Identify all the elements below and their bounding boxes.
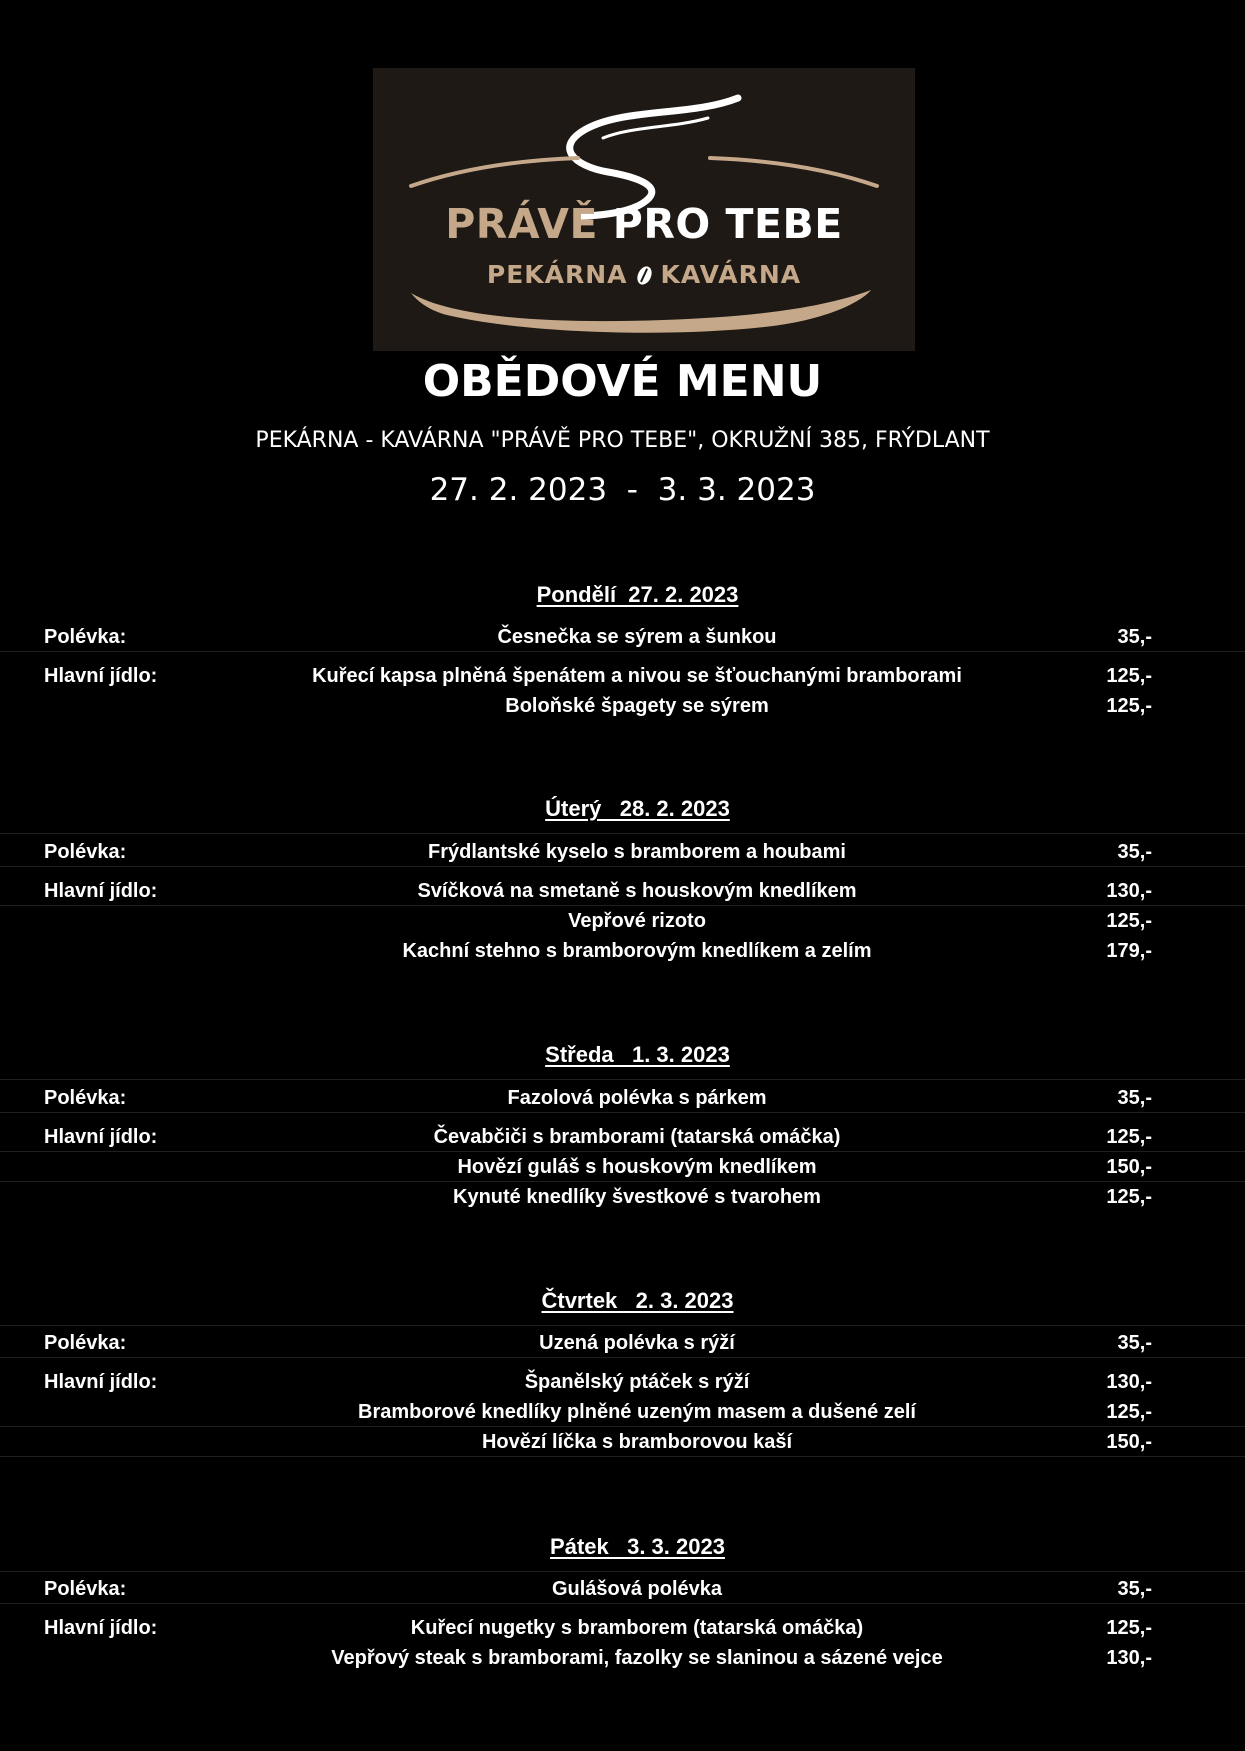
day-heading: Úterý 28. 2. 2023 <box>545 796 730 821</box>
main-dish-price: 125,- <box>1106 695 1152 717</box>
soup-row <box>0 837 1245 867</box>
soup-row <box>0 1083 1245 1113</box>
divider <box>0 1112 1245 1113</box>
main-row <box>0 1122 1245 1152</box>
logo-tagline <box>373 260 915 289</box>
soup-name: Fazolová polévka s párkem <box>507 1087 767 1109</box>
main-dish-price: 130,- <box>1106 1647 1152 1669</box>
coffee-bean-icon <box>634 264 654 287</box>
soup-row <box>0 1328 1245 1358</box>
divider <box>0 866 1245 867</box>
upper-arc-left <box>411 158 578 186</box>
divider <box>0 1079 1245 1080</box>
main-dish-price: 125,- <box>1106 910 1152 932</box>
main-dish-name: Španělský ptáček s rýží <box>524 1371 750 1393</box>
soup-label: Polévka: <box>44 1087 127 1109</box>
main-dish-price: 179,- <box>1106 940 1152 962</box>
main-dish-name: Svíčková na smetaně s houskovým knedlíkem <box>417 880 857 902</box>
soup-name: Česnečka se sýrem a šunkou <box>497 626 777 648</box>
main-dish-price: 150,- <box>1106 1156 1152 1178</box>
main-dish-price: 125,- <box>1106 1126 1152 1148</box>
main-dish-name: Boloňské špagety se sýrem <box>505 695 769 717</box>
divider <box>0 1571 1245 1572</box>
main-row <box>0 1643 1245 1673</box>
main-dish-price: 125,- <box>1106 1617 1152 1639</box>
divider <box>0 1325 1245 1326</box>
main-dish-name: Bramborové knedlíky plněné uzeným masem a dušené zelí <box>358 1401 916 1423</box>
main-row <box>0 1182 1245 1212</box>
main-dish-name: Vepřové rizoto <box>568 910 706 932</box>
main-dish-price: 150,- <box>1106 1431 1152 1453</box>
day-heading: Středa 1. 3. 2023 <box>545 1042 730 1067</box>
logo-tagline-left: PEKÁRNA <box>486 260 628 289</box>
soup-label: Polévka: <box>44 626 127 648</box>
logo-name <box>373 200 915 248</box>
divider <box>0 833 1245 834</box>
soup-label: Polévka: <box>44 1332 127 1354</box>
main-dish-name: Kuřecí nugetky s bramborem (tatarská omáčka) <box>410 1617 864 1639</box>
soup-row <box>0 1574 1245 1604</box>
logo <box>373 68 915 351</box>
main-row <box>0 661 1245 691</box>
soup-row <box>0 622 1245 652</box>
main-dish-price: 130,- <box>1106 1371 1152 1393</box>
main-row <box>0 1427 1245 1457</box>
page-subtitle: PEKÁRNA - KAVÁRNA "PRÁVĚ PRO TEBE", OKRUŽNÍ 385, FRÝDLANT <box>255 428 990 453</box>
main-dish-name: Čevabčiči s bramborami (tatarská omáčka) <box>433 1126 841 1148</box>
divider <box>0 651 1245 652</box>
divider <box>0 1456 1245 1457</box>
day-heading: Čtvrtek 2. 3. 2023 <box>541 1288 734 1313</box>
main-dish-name: Vepřový steak s bramborami, fazolky se slaninou a sázené vejce <box>331 1647 943 1669</box>
main-label: Hlavní jídlo: <box>44 665 158 687</box>
main-dish-name: Hovězí líčka s bramborovou kaší <box>481 1431 793 1453</box>
soup-price: 35,- <box>1117 1332 1152 1354</box>
main-row <box>0 1367 1245 1397</box>
logo-name-part2: PRO TEBE <box>612 200 843 248</box>
divider <box>0 1603 1245 1604</box>
main-dish-price: 125,- <box>1106 1186 1152 1208</box>
main-row <box>0 906 1245 936</box>
upper-arc-right <box>710 158 877 186</box>
soup-price: 35,- <box>1117 1578 1152 1600</box>
soup-label: Polévka: <box>44 1578 127 1600</box>
soup-name: Uzená polévka s rýží <box>539 1332 735 1354</box>
soup-price: 35,- <box>1117 841 1152 863</box>
main-dish-name: Hovězí guláš s houskovým knedlíkem <box>457 1156 817 1178</box>
saucer-arc <box>411 290 871 333</box>
main-row <box>0 691 1245 721</box>
main-row <box>0 1152 1245 1182</box>
main-row <box>0 1613 1245 1643</box>
main-label: Hlavní jídlo: <box>44 1617 158 1639</box>
main-dish-name: Kachní stehno s bramborovým knedlíkem a zelím <box>402 940 872 962</box>
main-label: Hlavní jídlo: <box>44 1126 158 1148</box>
main-dish-price: 125,- <box>1106 665 1152 687</box>
date-range: 27. 2. 2023 - 3. 3. 2023 <box>429 472 816 508</box>
soup-price: 35,- <box>1117 1087 1152 1109</box>
main-dish-name: Kynuté knedlíky švestkové s tvarohem <box>453 1186 821 1208</box>
main-dish-price: 130,- <box>1106 880 1152 902</box>
main-dish-price: 125,- <box>1106 1401 1152 1423</box>
page-title: OBĚDOVÉ MENU <box>422 356 823 407</box>
main-label: Hlavní jídlo: <box>44 880 158 902</box>
logo-name-part1: PRÁVĚ <box>445 200 599 248</box>
main-row <box>0 936 1245 966</box>
main-row <box>0 876 1245 906</box>
soup-price: 35,- <box>1117 626 1152 648</box>
main-row <box>0 1397 1245 1427</box>
day-heading: Pátek 3. 3. 2023 <box>550 1534 725 1559</box>
main-label: Hlavní jídlo: <box>44 1371 158 1393</box>
main-dish-name: Kuřecí kapsa plněná špenátem a nivou se šťouchanými bramborami <box>312 665 962 687</box>
logo-tagline-right: KAVÁRNA <box>660 260 802 289</box>
soup-label: Polévka: <box>44 841 127 863</box>
divider <box>0 1357 1245 1358</box>
soup-name: Gulášová polévka <box>551 1578 723 1600</box>
day-heading: Pondělí 27. 2. 2023 <box>536 582 739 607</box>
soup-name: Frýdlantské kyselo s bramborem a houbami <box>428 841 846 863</box>
